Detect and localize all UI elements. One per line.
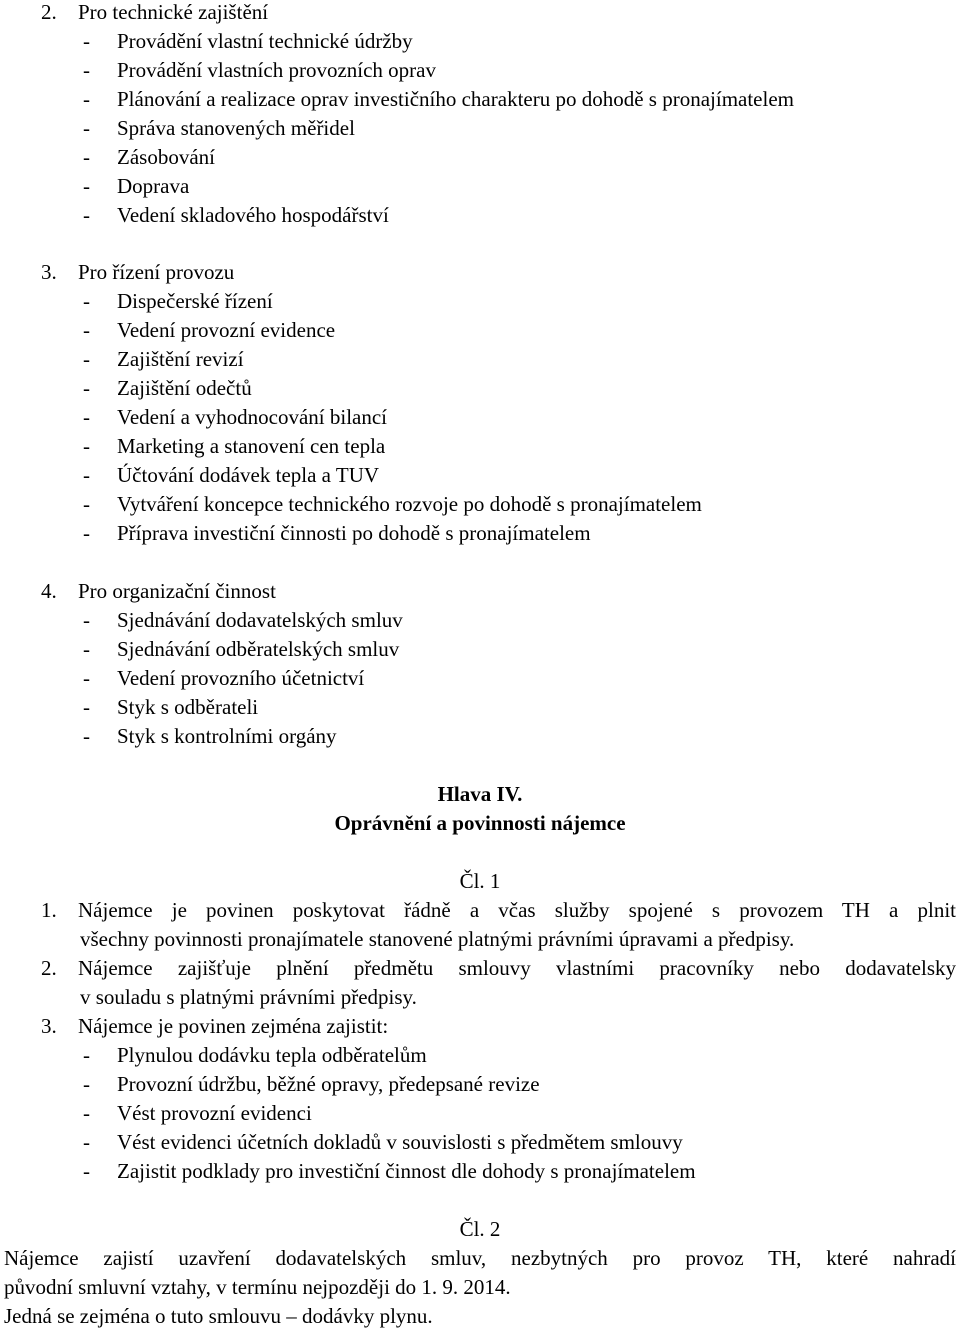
list-item-text: Zajistit podklady pro investiční činnost dle dohody s pronajímatelem [117, 1159, 696, 1183]
section-title: Pro technické zajištění [78, 0, 269, 24]
list-item [83, 1099, 312, 1128]
list-dash: - [83, 29, 90, 53]
list-dash: - [83, 492, 90, 516]
list-dash: - [83, 1130, 90, 1154]
list-dash: - [83, 116, 90, 140]
paragraph-line: Nájemce je povinen zejména zajistit: [78, 1014, 389, 1038]
list-item [83, 114, 355, 143]
list-dash: - [83, 695, 90, 719]
list-dash: - [83, 1072, 90, 1096]
list-dash: - [83, 58, 90, 82]
article-title: Čl. 1 [459, 869, 501, 893]
list-item-text: Vést provozní evidenci [117, 1101, 312, 1125]
list-item [83, 1157, 696, 1186]
list-item [83, 316, 335, 345]
list-item [83, 461, 379, 490]
list-item [83, 345, 244, 374]
list-item-text: Styk s odběrateli [117, 695, 259, 719]
list-item [83, 85, 794, 114]
list-item [83, 1041, 427, 1070]
list-item [83, 27, 413, 56]
paragraph-number: 2. [41, 956, 57, 980]
list-dash: - [83, 637, 90, 661]
list-item [83, 693, 258, 722]
list-item-text: Zajištění revizí [117, 347, 244, 371]
list-item [83, 172, 189, 201]
list-item-text: Vedení provozního účetnictví [117, 666, 365, 690]
list-item [83, 635, 399, 664]
list-dash: - [83, 318, 90, 342]
section-heading [41, 258, 234, 287]
list-item-text: Vedení a vyhodnocování bilancí [117, 405, 388, 429]
list-item-text: Marketing a stanovení cen tepla [117, 434, 386, 458]
list-item-text: Vedení skladového hospodářství [117, 203, 389, 227]
list-item [83, 606, 403, 635]
paragraph-line: Nájemce zajišťuje plnění předmětu smlouvy vlastními pracovníky nebo dodavatelsky [78, 956, 956, 980]
list-dash: - [83, 521, 90, 545]
list-dash: - [83, 203, 90, 227]
list-item-text: Účtování dodávek tepla a TUV [117, 463, 380, 487]
list-item-text: Plánování a realizace oprav investičního charakteru po dohodě s pronajímatelem [117, 87, 794, 111]
list-item [83, 56, 436, 85]
list-item-text: Plynulou dodávku tepla odběratelům [117, 1043, 427, 1067]
paragraph-line: všechny povinnosti pronajímatele stanovené platnými právními úpravami a předpisy. [80, 927, 795, 951]
paragraph-line: Nájemce zajistí uzavření dodavatelských smluv, nezbytných pro provoz TH, které nahradí [4, 1246, 956, 1270]
list-item [83, 1128, 683, 1157]
paragraph-line: Nájemce je povinen poskytovat řádně a včas služby spojené s provozem TH a plnit [78, 898, 956, 922]
paragraph-number: 3. [41, 1014, 57, 1038]
list-dash: - [83, 724, 90, 748]
chapter-subheading: Oprávnění a povinnosti nájemce [334, 811, 626, 835]
article-title: Čl. 2 [459, 1217, 501, 1241]
list-item-text: Sjednávání dodavatelských smluv [117, 608, 403, 632]
list-item [83, 201, 389, 230]
list-item [83, 1070, 540, 1099]
list-item-text: Provozní údržbu, běžné opravy, předepsané revize [117, 1072, 540, 1096]
list-dash: - [83, 434, 90, 458]
paragraph-line: v souladu s platnými právními předpisy. [80, 985, 417, 1009]
list-item [83, 722, 337, 751]
list-dash: - [83, 608, 90, 632]
chapter-heading: Hlava IV. [437, 782, 523, 806]
section-title: Pro organizační činnost [78, 579, 276, 603]
paragraph-number: 1. [41, 898, 57, 922]
list-dash: - [83, 347, 90, 371]
list-dash: - [83, 87, 90, 111]
list-dash: - [83, 289, 90, 313]
list-item-text: Dispečerské řízení [117, 289, 273, 313]
list-item-text: Správa stanovených měřidel [117, 116, 355, 140]
list-item [83, 519, 591, 548]
list-item-text: Doprava [117, 174, 190, 198]
section-heading [41, 577, 276, 606]
list-item [83, 374, 252, 403]
section-heading [41, 0, 268, 27]
list-item-text: Zajištění odečtů [117, 376, 252, 400]
paragraph-line: Jedná se zejména o tuto smlouvu – dodávky plynu. [4, 1304, 433, 1328]
list-item-text: Provádění vlastních provozních oprav [117, 58, 436, 82]
list-item [83, 664, 364, 693]
list-dash: - [83, 376, 90, 400]
list-dash: - [83, 1043, 90, 1067]
list-item-text: Vedení provozní evidence [117, 318, 336, 342]
section-title: Pro řízení provozu [78, 260, 235, 284]
list-dash: - [83, 1101, 90, 1125]
list-dash: - [83, 463, 90, 487]
list-item [83, 287, 273, 316]
list-dash: - [83, 145, 90, 169]
section-number: 2. [41, 0, 57, 24]
section-number: 3. [41, 260, 57, 284]
list-item-text: Zásobování [117, 145, 215, 169]
list-item-text: Vytváření koncepce technického rozvoje po dohodě s pronajímatelem [117, 492, 702, 516]
list-dash: - [83, 174, 90, 198]
section-number: 4. [41, 579, 57, 603]
list-item-text: Provádění vlastní technické údržby [117, 29, 413, 53]
list-item-text: Sjednávání odběratelských smluv [117, 637, 400, 661]
list-item [83, 143, 215, 172]
list-dash: - [83, 1159, 90, 1183]
list-item-text: Příprava investiční činnosti po dohodě s pronajímatelem [117, 521, 591, 545]
list-dash: - [83, 405, 90, 429]
list-item [83, 432, 385, 461]
paragraph-line: původní smluvní vztahy, v termínu nejpozději do 1. 9. 2014. [4, 1275, 511, 1299]
list-dash: - [83, 666, 90, 690]
list-item-text: Styk s kontrolními orgány [117, 724, 337, 748]
list-item [83, 490, 702, 519]
list-item [83, 403, 387, 432]
list-item-text: Vést evidenci účetních dokladů v souvislosti s předmětem smlouvy [117, 1130, 683, 1154]
